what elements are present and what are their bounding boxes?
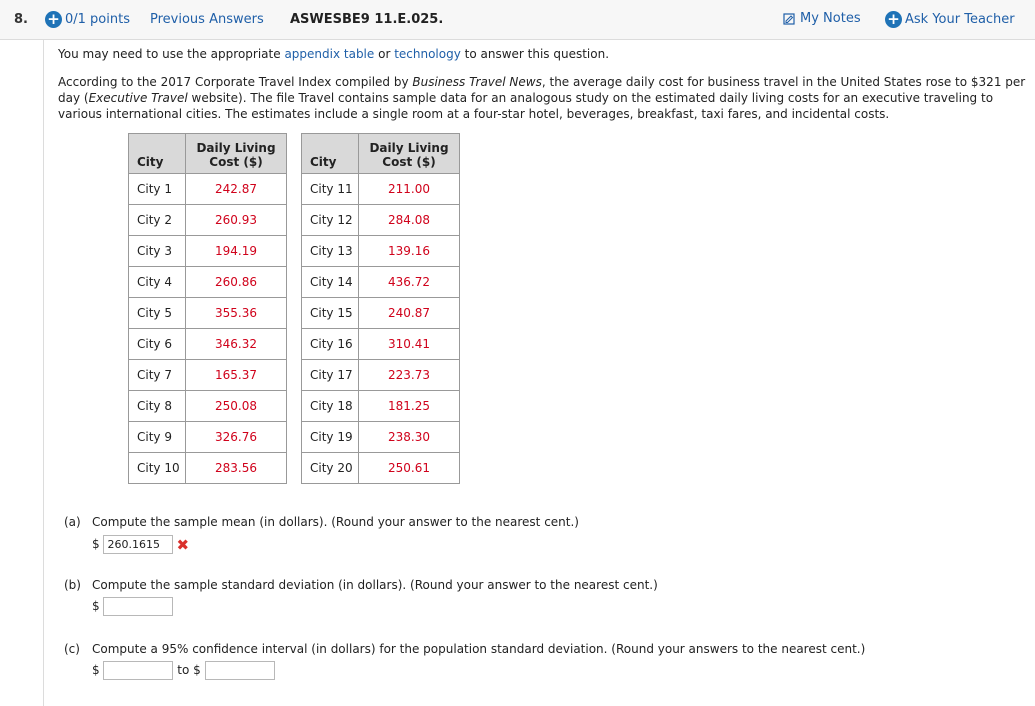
table-row bbox=[129, 360, 287, 391]
city-cell: City 1 bbox=[129, 174, 186, 205]
std-dev-answer-input[interactable] bbox=[103, 597, 173, 616]
cost-cell: 260.86 bbox=[186, 267, 287, 298]
ask-teacher-label: Ask Your Teacher bbox=[905, 12, 1015, 27]
data-table-right bbox=[301, 133, 460, 484]
cost-header-line2: Cost ($) bbox=[382, 155, 436, 169]
table-row bbox=[302, 174, 460, 205]
table-row bbox=[129, 205, 287, 236]
cost-cell: 310.41 bbox=[359, 329, 460, 360]
cost-cell: 260.93 bbox=[186, 205, 287, 236]
cost-cell: 211.00 bbox=[359, 174, 460, 205]
cost-cell: 284.08 bbox=[359, 205, 460, 236]
table-row bbox=[129, 453, 287, 484]
table-row bbox=[302, 236, 460, 267]
cost-cell: 250.08 bbox=[186, 391, 287, 422]
para-part-3: website). The file Travel contains sample data for an analogous study on the estimated daily living costs for an executive traveling to various international cities. The estimates include a single room at a four-star hotel, beverages, breakfast, taxi fares, and incidental costs. bbox=[58, 91, 994, 121]
currency-symbol: $ bbox=[92, 663, 100, 677]
table-row bbox=[302, 391, 460, 422]
table-row bbox=[302, 422, 460, 453]
part-b-question bbox=[64, 578, 658, 592]
question-header bbox=[0, 0, 1035, 40]
my-notes-button[interactable] bbox=[783, 11, 861, 26]
city-cell: City 3 bbox=[129, 236, 186, 267]
plus-circle-icon: + bbox=[45, 11, 62, 28]
table-row bbox=[302, 267, 460, 298]
appendix-table-link[interactable]: appendix table bbox=[284, 47, 375, 61]
cost-cell: 326.76 bbox=[186, 422, 287, 453]
table-row bbox=[129, 174, 287, 205]
part-c-tag: (c) bbox=[64, 642, 80, 656]
to-label: to $ bbox=[177, 663, 201, 677]
para-part-2: , the average daily cost for business travel in the United States rose to $321 per day ( bbox=[58, 75, 1026, 105]
question-id: ASWESBE9 11.E.025. bbox=[290, 12, 444, 27]
cost-cell: 165.37 bbox=[186, 360, 287, 391]
para-source-title: Business Travel News bbox=[412, 75, 542, 89]
city-cell: City 19 bbox=[302, 422, 359, 453]
part-a-text: Compute the sample mean (in dollars). (Round your answer to the nearest cent.) bbox=[92, 515, 579, 529]
part-b-text: Compute the sample standard deviation (in dollars). (Round your answer to the nearest cent.) bbox=[92, 578, 658, 592]
cost-cell: 194.19 bbox=[186, 236, 287, 267]
city-cell: City 20 bbox=[302, 453, 359, 484]
intro-prefix: You may need to use the appropriate bbox=[58, 47, 285, 61]
cost-cell: 223.73 bbox=[359, 360, 460, 391]
city-cell: City 16 bbox=[302, 329, 359, 360]
technology-link[interactable]: technology bbox=[394, 47, 461, 61]
my-notes-label: My Notes bbox=[800, 11, 861, 26]
table-row bbox=[302, 360, 460, 391]
column-header-city: City bbox=[302, 134, 359, 174]
left-divider bbox=[43, 40, 44, 706]
cost-cell: 250.61 bbox=[359, 453, 460, 484]
city-cell: City 5 bbox=[129, 298, 186, 329]
question-paragraph bbox=[58, 74, 1028, 122]
question-number: 8. bbox=[14, 12, 28, 27]
previous-answers-link[interactable]: Previous Answers bbox=[150, 12, 264, 27]
mean-answer-input[interactable]: 260.1615 bbox=[103, 535, 173, 554]
cost-cell: 240.87 bbox=[359, 298, 460, 329]
cost-cell: 181.25 bbox=[359, 391, 460, 422]
table-row bbox=[129, 391, 287, 422]
city-cell: City 13 bbox=[302, 236, 359, 267]
plus-circle-icon: + bbox=[885, 11, 902, 28]
cost-cell: 346.32 bbox=[186, 329, 287, 360]
part-c-text: Compute a 95% confidence interval (in dollars) for the population standard deviation. (Round your answers to the nearest cent.) bbox=[92, 642, 866, 656]
ci-lower-input[interactable] bbox=[103, 661, 173, 680]
table-row bbox=[129, 236, 287, 267]
city-cell: City 18 bbox=[302, 391, 359, 422]
city-cell: City 8 bbox=[129, 391, 186, 422]
city-cell: City 7 bbox=[129, 360, 186, 391]
cost-cell: 238.30 bbox=[359, 422, 460, 453]
city-cell: City 4 bbox=[129, 267, 186, 298]
table-row bbox=[129, 298, 287, 329]
table-row bbox=[129, 329, 287, 360]
cost-cell: 139.16 bbox=[359, 236, 460, 267]
part-b-tag: (b) bbox=[64, 578, 81, 592]
city-cell: City 6 bbox=[129, 329, 186, 360]
part-a-question bbox=[64, 515, 579, 529]
city-cell: City 10 bbox=[129, 453, 186, 484]
cost-cell: 436.72 bbox=[359, 267, 460, 298]
intro-or: or bbox=[374, 47, 395, 61]
part-b-answer-row bbox=[92, 597, 173, 616]
city-cell: City 2 bbox=[129, 205, 186, 236]
part-a-tag: (a) bbox=[64, 515, 81, 529]
data-table-left bbox=[128, 133, 287, 484]
incorrect-x-icon: ✖ bbox=[176, 535, 190, 554]
city-cell: City 12 bbox=[302, 205, 359, 236]
column-header-cost bbox=[186, 134, 287, 174]
para-part-1: According to the 2017 Corporate Travel Index compiled by bbox=[58, 75, 413, 89]
notes-icon bbox=[783, 13, 795, 25]
table-row bbox=[302, 205, 460, 236]
table-row bbox=[129, 267, 287, 298]
table-row bbox=[302, 298, 460, 329]
city-cell: City 14 bbox=[302, 267, 359, 298]
cost-header-line1: Daily Living bbox=[196, 141, 276, 155]
points-display[interactable] bbox=[45, 11, 130, 28]
city-cell: City 11 bbox=[302, 174, 359, 205]
part-c-answer-row bbox=[92, 661, 275, 680]
currency-symbol: $ bbox=[92, 599, 100, 613]
cost-cell: 283.56 bbox=[186, 453, 287, 484]
city-cell: City 9 bbox=[129, 422, 186, 453]
points-label: 0/1 points bbox=[65, 12, 130, 27]
ci-upper-input[interactable] bbox=[205, 661, 275, 680]
para-source-website: Executive Travel bbox=[88, 91, 188, 105]
part-c-question bbox=[64, 642, 865, 656]
ask-teacher-button[interactable] bbox=[885, 11, 1015, 28]
column-header-cost bbox=[359, 134, 460, 174]
table-row bbox=[302, 453, 460, 484]
cost-header-line2: Cost ($) bbox=[209, 155, 263, 169]
part-a-answer-row bbox=[92, 535, 189, 554]
currency-symbol: $ bbox=[92, 537, 100, 551]
city-cell: City 15 bbox=[302, 298, 359, 329]
intro-text bbox=[58, 47, 609, 61]
column-header-city: City bbox=[129, 134, 186, 174]
table-row bbox=[302, 329, 460, 360]
cost-cell: 355.36 bbox=[186, 298, 287, 329]
city-cell: City 17 bbox=[302, 360, 359, 391]
cost-cell: 242.87 bbox=[186, 174, 287, 205]
intro-suffix: to answer this question. bbox=[460, 47, 610, 61]
table-row bbox=[129, 422, 287, 453]
cost-header-line1: Daily Living bbox=[369, 141, 449, 155]
